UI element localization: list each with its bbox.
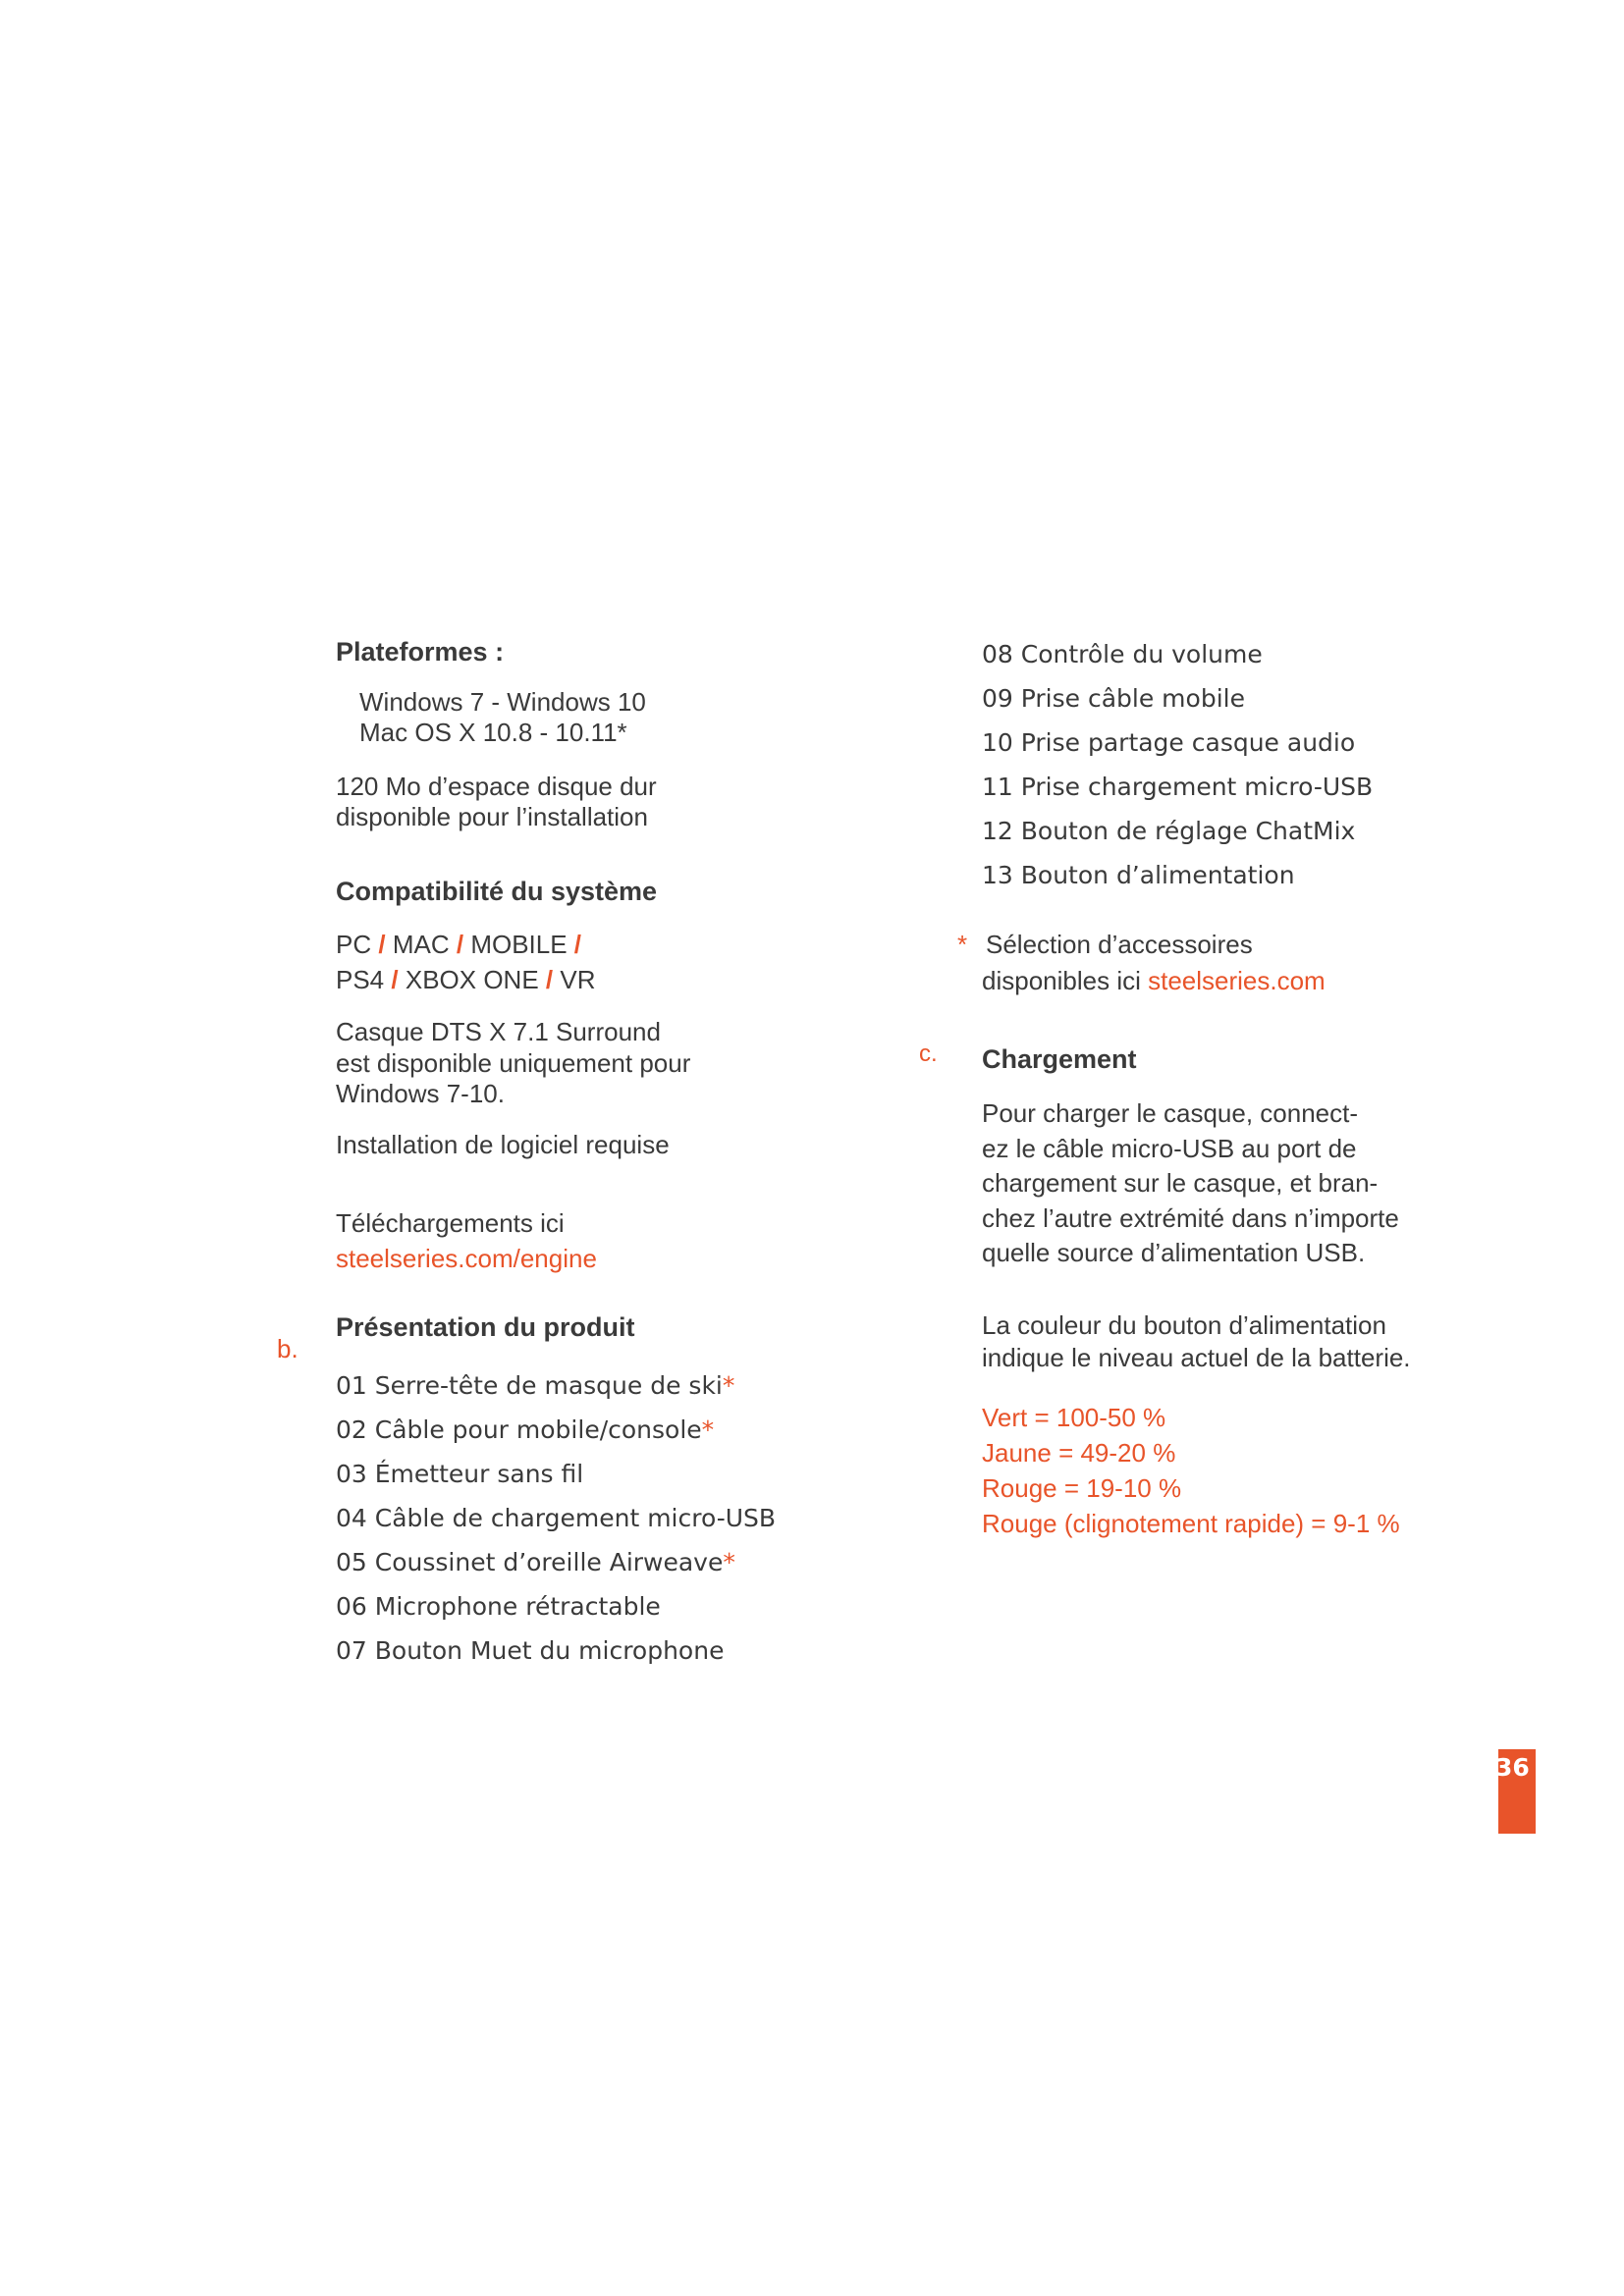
disk-line: disponible pour l’installation bbox=[336, 802, 648, 831]
page-number: 36 bbox=[1495, 1753, 1530, 1782]
accessories-asterisk: * bbox=[957, 930, 968, 959]
disk-requirement bbox=[336, 772, 657, 832]
dts-line: Casque DTS X 7.1 Surround bbox=[336, 1017, 661, 1046]
compat-heading: Compatibilité du système bbox=[336, 877, 658, 906]
battery-level-green: Vert = 100-50 % bbox=[982, 1403, 1166, 1432]
battery-level-red: Rouge = 19-10 % bbox=[982, 1473, 1182, 1503]
product-item-label: 06 Microphone rétractable bbox=[336, 1592, 661, 1621]
asterisk-mark: * bbox=[723, 1548, 735, 1576]
separator: / bbox=[573, 930, 582, 959]
charging-line: chargement sur le casque, et bran- bbox=[982, 1168, 1379, 1198]
product-item bbox=[336, 1415, 714, 1445]
product-item bbox=[336, 1548, 735, 1577]
compat-row-1 bbox=[336, 927, 581, 962]
product-item bbox=[336, 1504, 776, 1533]
dts-note bbox=[336, 1017, 690, 1110]
product-item-label: 03 Émetteur sans fil bbox=[336, 1460, 584, 1488]
battery-level-yellow: Jaune = 49-20 % bbox=[982, 1438, 1176, 1468]
disk-line: 120 Mo d’espace disque dur bbox=[336, 772, 657, 801]
dts-line: Windows 7-10. bbox=[336, 1079, 505, 1108]
product-item: 12 Bouton de réglage ChatMix bbox=[982, 817, 1356, 845]
platform-pc: PC bbox=[336, 930, 372, 959]
steelseries-link[interactable]: steelseries.com bbox=[1148, 966, 1326, 995]
charging-line: quelle source d’alimentation USB. bbox=[982, 1238, 1366, 1267]
battery-info bbox=[982, 1309, 1411, 1374]
plateformes-heading: Plateformes : bbox=[336, 637, 505, 667]
accessories-note: Sélection d’accessoires bbox=[986, 930, 1253, 959]
os-line: Mac OS X 10.8 - 10.11* bbox=[359, 718, 627, 747]
section-c-marker: c. bbox=[919, 1041, 938, 1067]
battery-line: indique le niveau actuel de la batterie. bbox=[982, 1343, 1411, 1372]
platform-xbox-one: XBOX ONE bbox=[405, 965, 539, 994]
accessories-prefix: disponibles ici bbox=[982, 966, 1149, 995]
section-b-marker: b. bbox=[277, 1334, 298, 1363]
product-item: 08 Contrôle du volume bbox=[982, 640, 1263, 668]
install-note: Installation de logiciel requise bbox=[336, 1130, 670, 1159]
os-line: Windows 7 - Windows 10 bbox=[359, 687, 646, 717]
product-item-label: 04 Câble de chargement micro-USB bbox=[336, 1504, 777, 1532]
battery-levels bbox=[982, 1400, 1400, 1541]
charging-heading: Chargement bbox=[982, 1044, 1137, 1074]
accessories-link-line bbox=[982, 963, 1326, 998]
product-item-label: 05 Coussinet d’oreille Airweave bbox=[336, 1548, 724, 1576]
battery-line: La couleur du bouton d’alimentation bbox=[982, 1310, 1386, 1340]
product-item bbox=[336, 1592, 661, 1622]
product-item-label: 07 Bouton Muet du microphone bbox=[336, 1636, 725, 1665]
dts-line: est disponible uniquement pour bbox=[336, 1047, 691, 1078]
platform-mobile: MOBILE bbox=[470, 930, 568, 959]
charging-line: Pour charger le casque, connect- bbox=[982, 1098, 1358, 1128]
separator: / bbox=[545, 965, 554, 994]
product-item-label: 02 Câble pour mobile/console bbox=[336, 1415, 702, 1444]
separator: / bbox=[378, 930, 386, 959]
charging-line: ez le câble micro-USB au port de bbox=[982, 1133, 1357, 1163]
battery-level-red-blinking: Rouge (clignotement rapide) = 9-1 % bbox=[982, 1509, 1400, 1538]
product-heading: Présentation du produit bbox=[336, 1312, 635, 1342]
product-item bbox=[336, 1371, 734, 1401]
product-item bbox=[336, 1460, 583, 1489]
platform-vr: VR bbox=[560, 965, 596, 994]
asterisk-mark: * bbox=[701, 1415, 715, 1444]
download-label: Téléchargements ici bbox=[336, 1208, 565, 1238]
product-item: 11 Prise chargement micro-USB bbox=[982, 773, 1374, 801]
product-item bbox=[336, 1636, 724, 1666]
asterisk-mark: * bbox=[722, 1371, 735, 1400]
os-list bbox=[359, 687, 646, 748]
compat-row-2 bbox=[336, 962, 596, 997]
engine-link[interactable]: steelseries.com/engine bbox=[336, 1244, 597, 1273]
charging-instructions bbox=[982, 1096, 1399, 1271]
product-item: 09 Prise câble mobile bbox=[982, 684, 1245, 713]
product-item: 10 Prise partage casque audio bbox=[982, 728, 1356, 757]
product-item: 13 Bouton d’alimentation bbox=[982, 861, 1295, 889]
platform-ps4: PS4 bbox=[336, 965, 385, 994]
charging-line: chez l’autre extrémité dans n’importe bbox=[982, 1202, 1399, 1233]
platform-mac: MAC bbox=[392, 930, 450, 959]
product-item-label: 01 Serre-tête de masque de ski bbox=[336, 1371, 723, 1400]
separator: / bbox=[391, 965, 399, 994]
separator: / bbox=[456, 930, 464, 959]
